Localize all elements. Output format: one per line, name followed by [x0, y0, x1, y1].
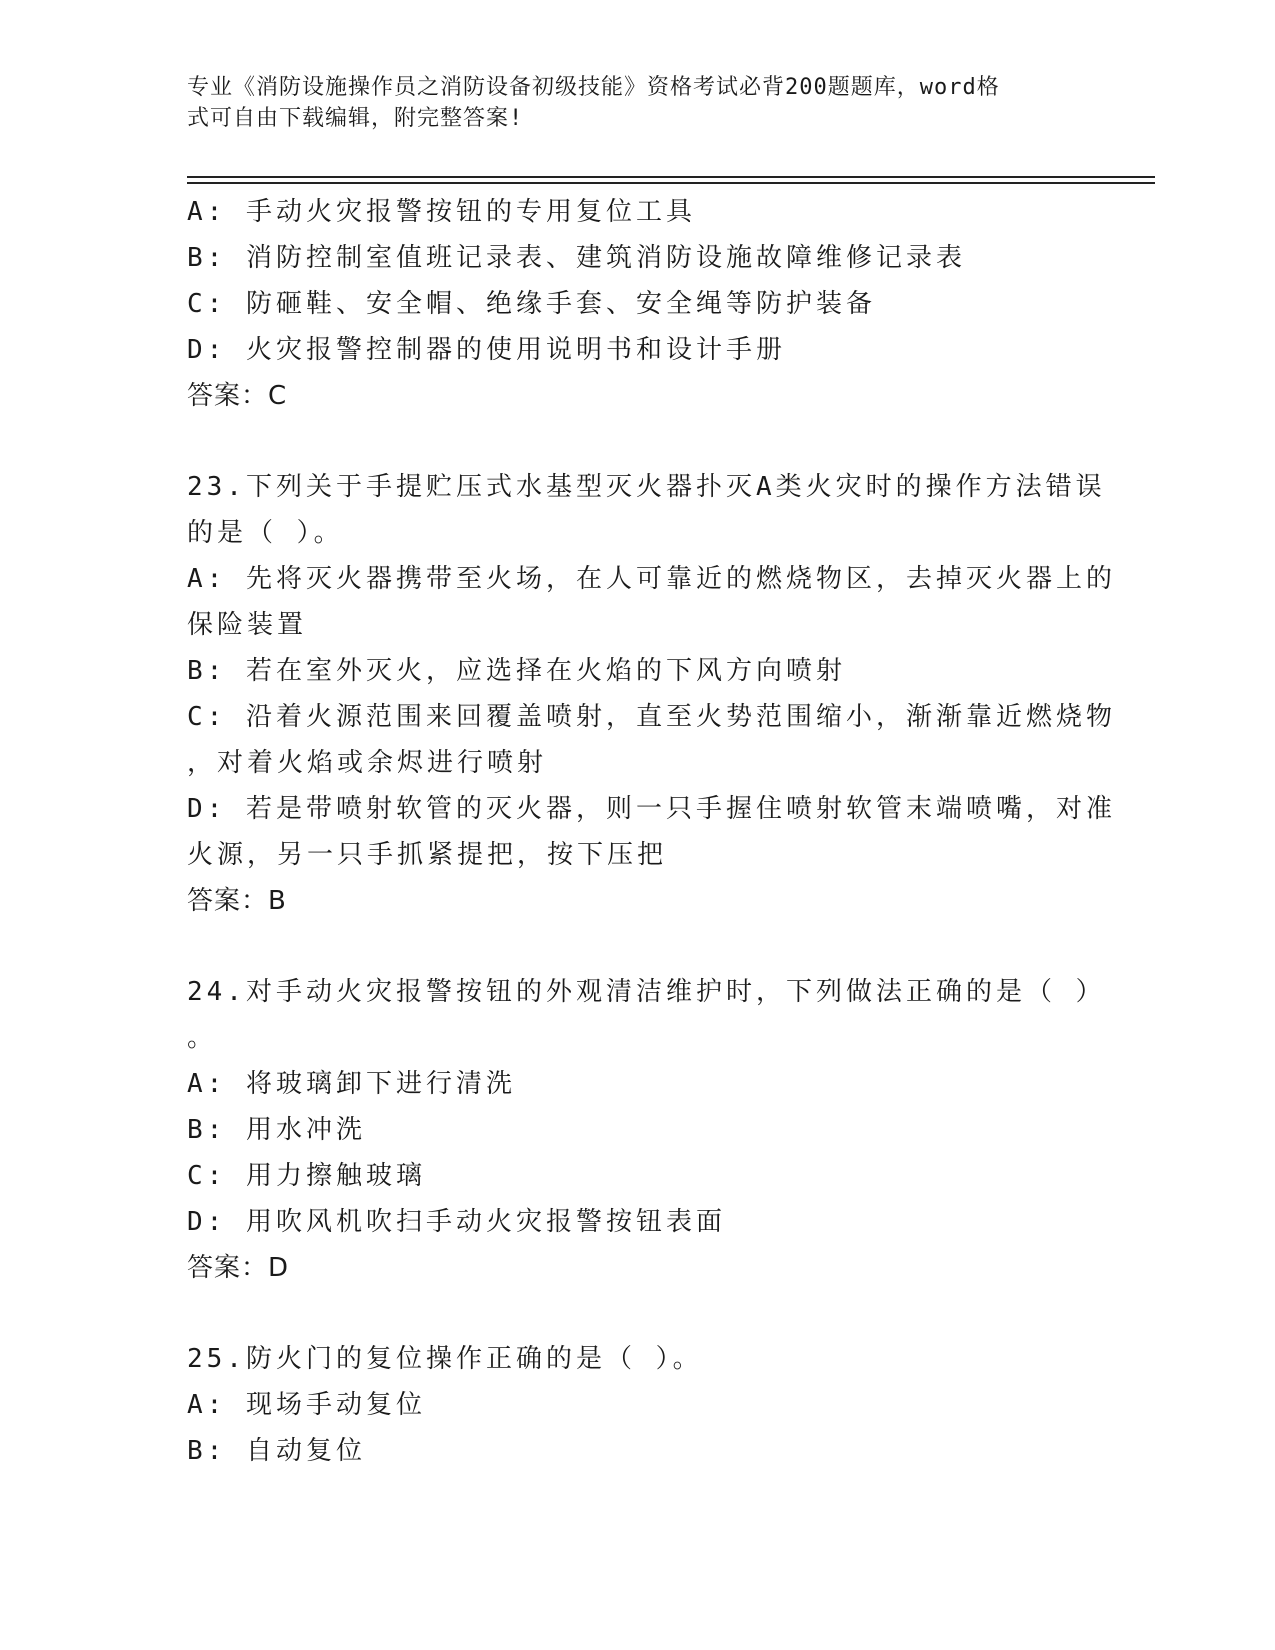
option-a: A: 现场手动复位: [187, 1390, 426, 1420]
question-23: [187, 464, 1116, 924]
header-divider-top: [187, 176, 1155, 178]
answer: 答案：C: [187, 381, 288, 411]
spacer: [187, 924, 1087, 969]
question-stem-line: 25.防火门的复位操作正确的是（ ）。: [187, 1344, 703, 1374]
option-d: D: 火灾报警控制器的使用说明书和设计手册: [187, 335, 786, 365]
option-b: B: 若在室外灭火，应选择在火焰的下风方向喷射: [187, 656, 846, 686]
question-stem-line: 23.下列关于手提贮压式水基型灭火器扑灭A类火灾时的操作方法错误: [187, 472, 1106, 502]
option-c: C: 防砸鞋、安全帽、绝缘手套、安全绳等防护装备: [187, 289, 876, 319]
question-stem-line: 的是（ ）。: [187, 518, 344, 548]
header-line-1: 专业《消防设施操作员之消防设备初级技能》资格考试必背200题题库，word格: [187, 75, 1000, 100]
option-c-continued: ，对着火焰或余烬进行喷射: [187, 748, 548, 778]
answer: 答案：B: [187, 886, 287, 916]
option-b: B: 用水冲洗: [187, 1115, 366, 1145]
option-b: B: 消防控制室值班记录表、建筑消防设施故障维修记录表: [187, 243, 966, 273]
header-line-2: 式可自由下载编辑，附完整答案!: [187, 106, 524, 131]
option-a-continued: 保险装置: [187, 610, 308, 640]
question-22: [187, 189, 1087, 419]
option-c: C: 沿着火源范围来回覆盖喷射，直至火势范围缩小，渐渐靠近燃烧物: [187, 702, 1116, 732]
question-content: [187, 189, 1116, 1474]
option-a: A: 先将灭火器携带至火场，在人可靠近的燃烧物区，去掉灭火器上的: [187, 564, 1116, 594]
question-stem-line: 。: [187, 1023, 218, 1053]
question-stem-line: 24.对手动火灾报警按钮的外观清洁维护时，下列做法正确的是（ ）: [187, 977, 1106, 1007]
spacer: [187, 1291, 1087, 1336]
option-d-continued: 火源，另一只手抓紧提把，按下压把: [187, 840, 668, 870]
document-header: [187, 72, 1067, 134]
option-d: D: 用吹风机吹扫手动火灾报警按钮表面: [187, 1207, 726, 1237]
option-a: A: 手动火灾报警按钮的专用复位工具: [187, 197, 696, 227]
option-c: C: 用力擦触玻璃: [187, 1161, 426, 1191]
option-d: D: 若是带喷射软管的灭火器，则一只手握住喷射软管末端喷嘴，对准: [187, 794, 1116, 824]
option-a: A: 将玻璃卸下进行清洗: [187, 1069, 516, 1099]
spacer: [187, 419, 1087, 464]
question-24: [187, 969, 1106, 1291]
header-divider-bottom: [187, 182, 1155, 184]
question-25: [187, 1336, 1087, 1474]
answer: 答案：D: [187, 1253, 290, 1283]
option-b: B: 自动复位: [187, 1436, 366, 1466]
